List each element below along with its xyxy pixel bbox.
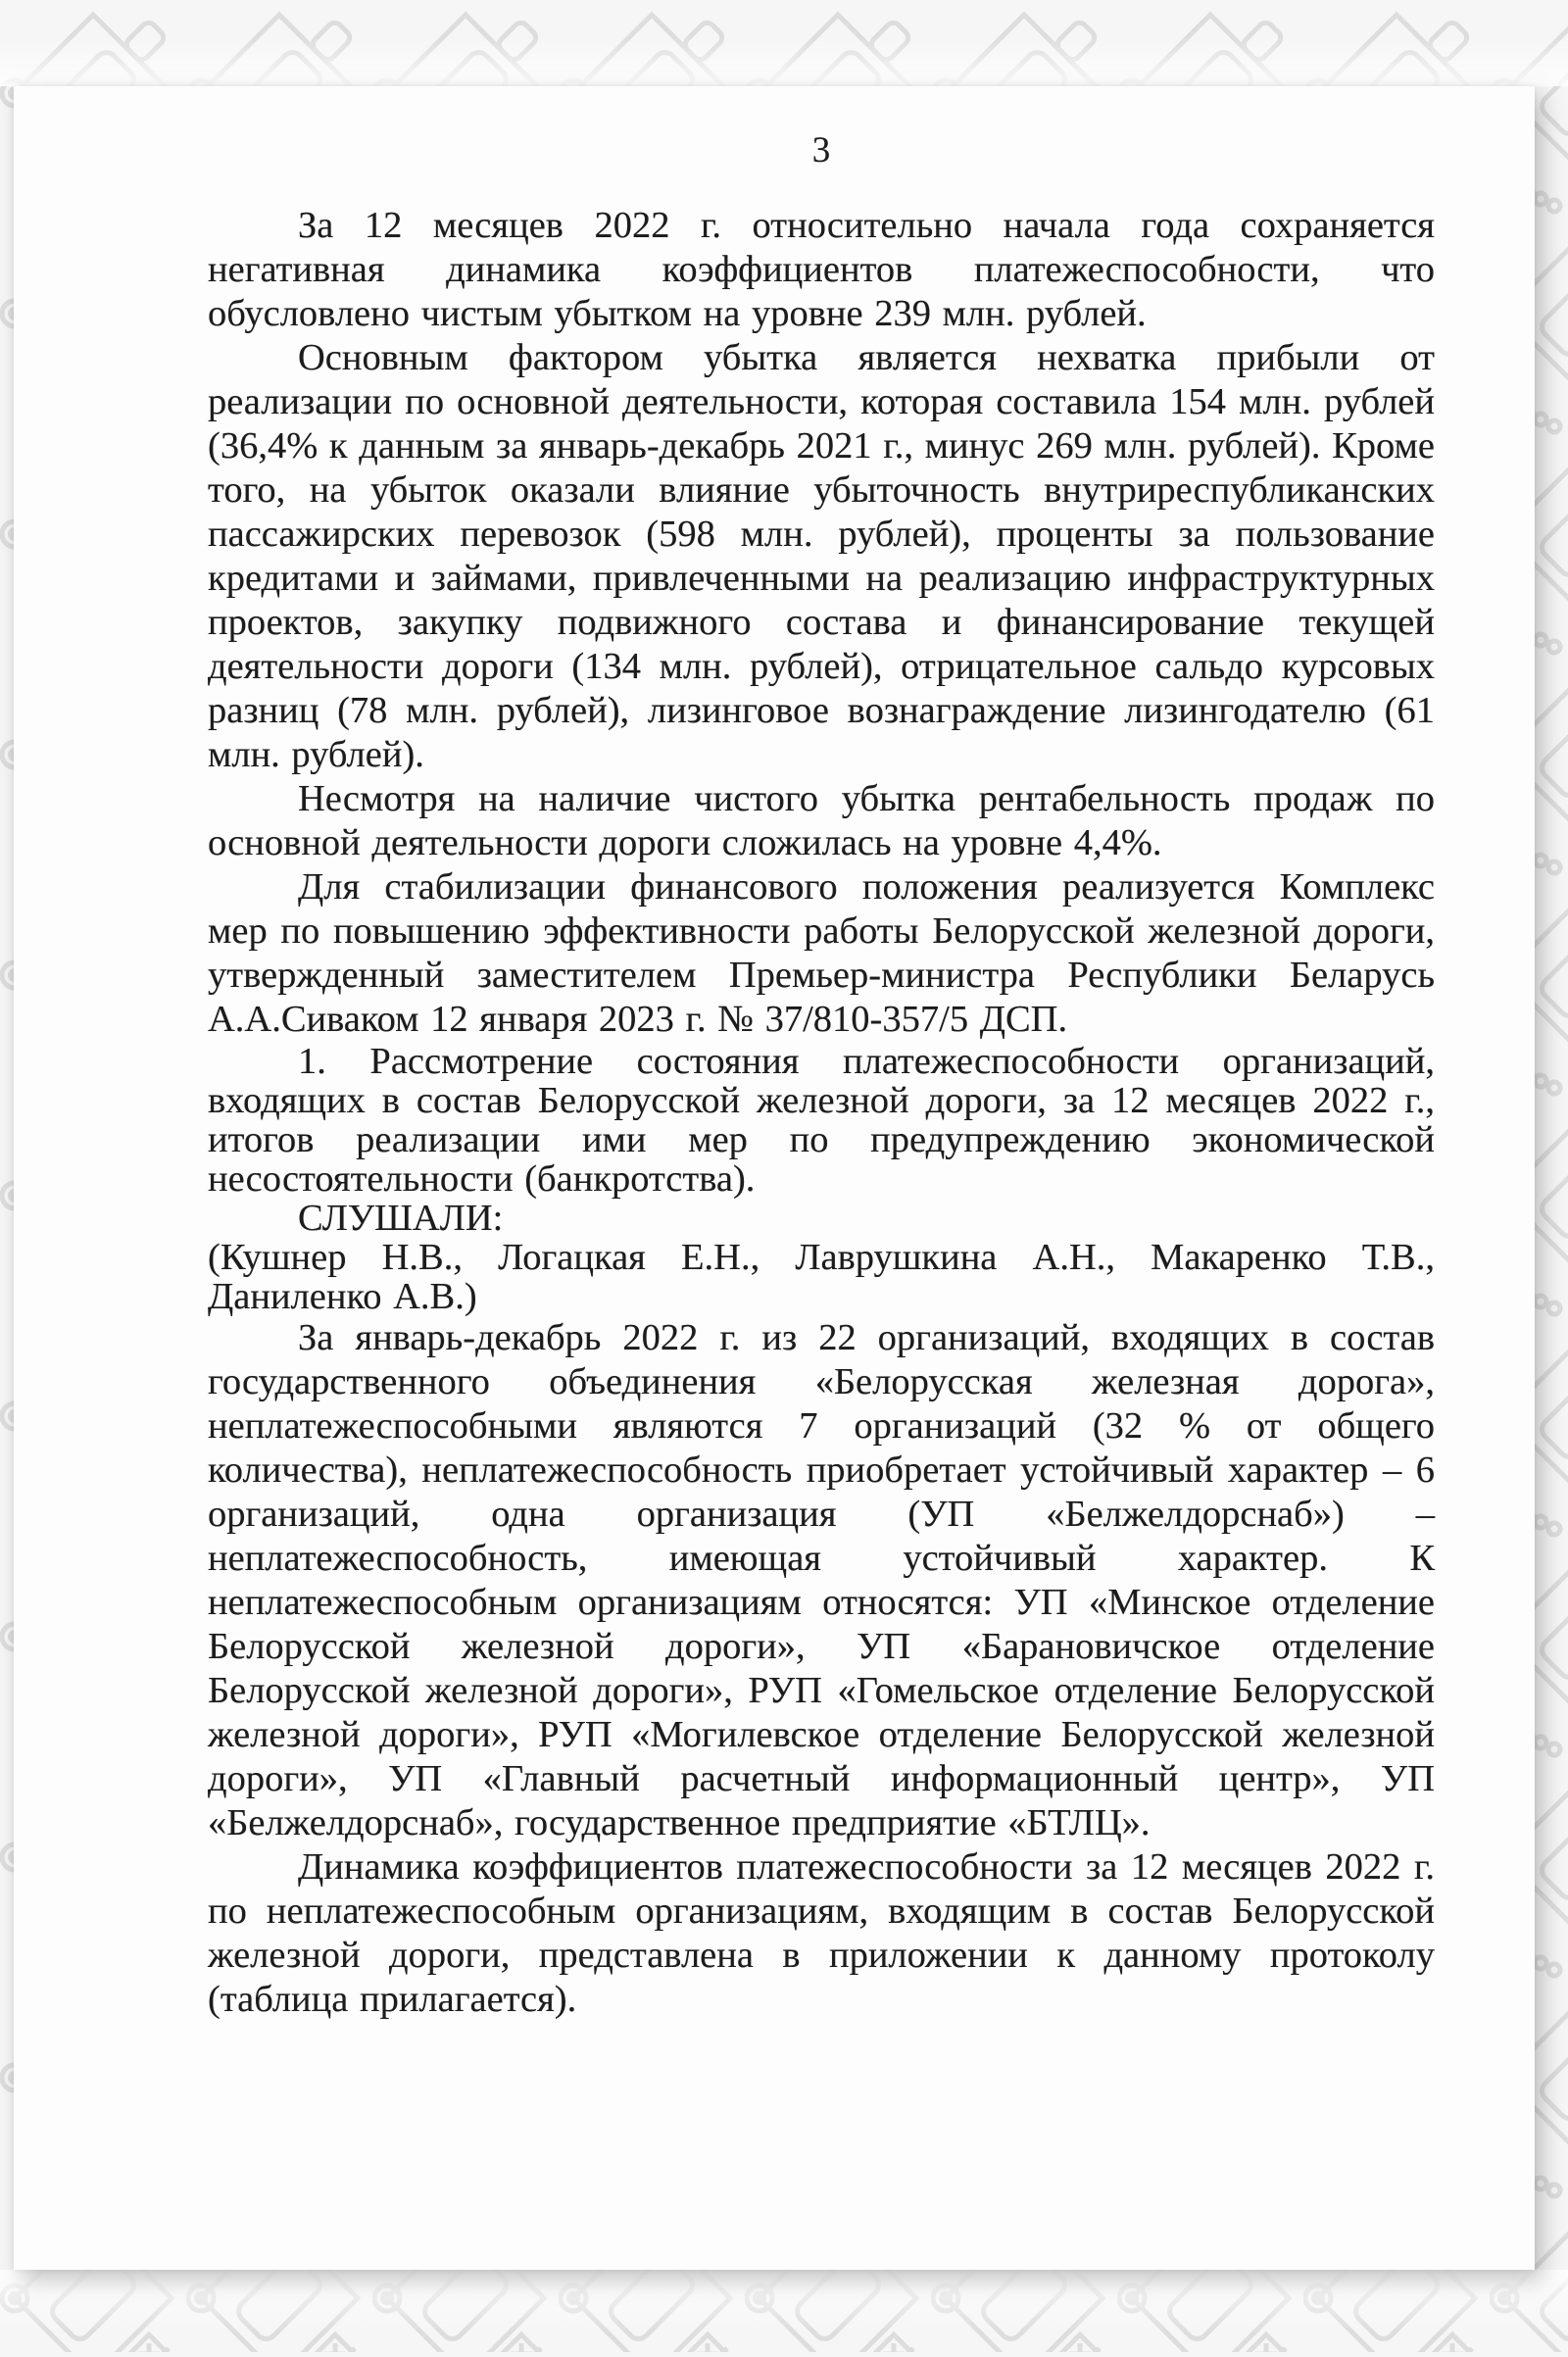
document-content: [208, 129, 1435, 2022]
paragraph: Несмотря на наличие чистого убытка рентабельность продаж по основной деятельности дороги сложилась на уровне 4,4%.: [208, 778, 1435, 863]
paragraph: (Кушнер Н.В., Логацкая Е.Н., Лаврушкина А.Н., Макаренко Т.В., Даниленко А.В.): [208, 1237, 1435, 1317]
paragraph: За 12 месяцев 2022 г. относительно начала года сохраняется негативная динамика коэффициентов платежеспособности, что обусловлено чистым убытком на уровне 239 млн. рублей.: [208, 205, 1435, 334]
paragraph: Для стабилизации финансового положения реализуется Комплекс мер по повышению эффективности работы Белорусской железной дороги, утвержденный заместителем Премьер-министра Республики Беларусь А.А.Сиваком 12 января 2023 г. № 37/810-357/5 ДСП.: [208, 866, 1435, 1040]
paragraph: 1. Рассмотрение состояния платежеспособности организаций, входящих в состав Белорусской железной дороги, за 12 месяцев 2022 г., итогов реализации ими мер по предупреждению экономической несостоятельности (банкротства).: [208, 1041, 1435, 1200]
paragraph: Динамика коэффициентов платежеспособности за 12 месяцев 2022 г. по неплатежеспособным организациям, входящим в состав Белорусской железной дороги, представлена в приложении к данному протоколу (таблица прилагается).: [208, 1846, 1435, 2020]
paragraph: СЛУШАЛИ:: [298, 1198, 504, 1239]
paragraph: Основным фактором убытка является нехватка прибыли от реализации по основной деятельности, которая составила 154 млн. рублей (36,4% к данным за январь-декабрь 2021 г., минус 269 млн. рублей). Кроме того, на убыток оказали влияние убыточность внутриреспубликанских пассажирских перевозок (598 млн. рублей), проценты за пользование кредитами и займами, привлеченными на реализацию инфраструктурных проектов, закупку подвижного состава и финансирование текущей деятельности дороги (134 млн. рублей), отрицательное сальдо курсовых разниц (78 млн. рублей), лизинговое вознаграждение лизингодателю (61 млн. рублей).: [208, 337, 1435, 775]
paragraph: За январь-декабрь 2022 г. из 22 организаций, входящих в состав государственного объединения «Белорусская железная дорога», неплатежеспособными являются 7 организаций (32 % от общего количества), неплатежеспособность приобретает устойчивый характер – 6 организаций, одна организация (УП «Белжелдорснаб») – неплатежеспособность, имеющая устойчивый характер. К неплатежеспособным организациям относятся: УП «Минское отделение Белорусской железной дороги», УП «Барановичское отделение Белорусской железной дороги», РУП «Гомельское отделение Белорусской железной дороги», РУП «Могилевское отделение Белорусской железной дороги», УП «Главный расчетный информационный центр», УП «Белжелдорснаб», государственное предприятие «БТЛЦ».: [208, 1317, 1435, 1843]
page-number: 3: [811, 130, 831, 171]
document-page: [14, 86, 1535, 2270]
document-body: [208, 204, 1435, 2022]
